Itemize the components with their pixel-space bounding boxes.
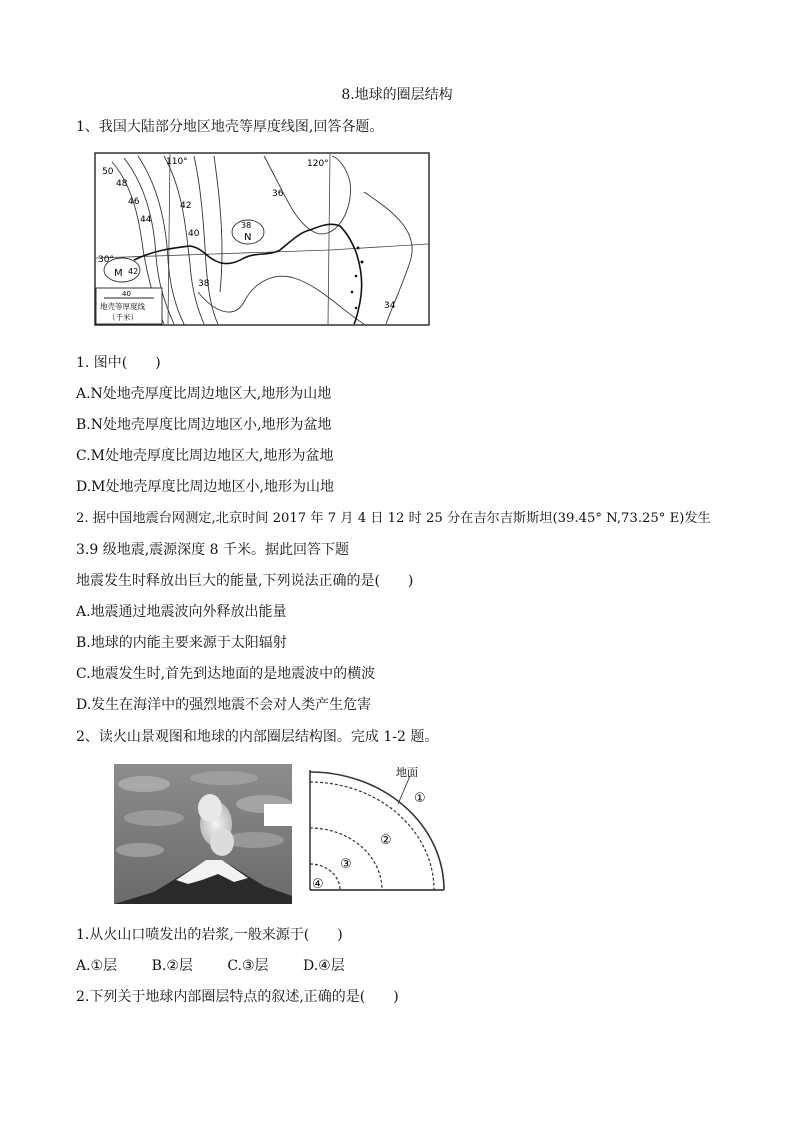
contour-label: 34	[384, 301, 396, 311]
layer-2-label: ②	[380, 833, 392, 848]
legend-value: 40	[122, 290, 131, 298]
option-2-1-a: A.①层	[76, 958, 118, 974]
crust-thickness-map	[94, 152, 430, 326]
contour-label: 42	[128, 267, 139, 276]
point-m-label: M	[114, 268, 123, 279]
latitude-label-30: 30°	[98, 255, 114, 265]
option-1-1-c: C.M处地壳厚度比周边地区大,地形为盆地	[76, 448, 334, 464]
contour-label: 44	[140, 215, 152, 225]
contour-label: 48	[116, 179, 128, 189]
legend-line-2: （千米）	[108, 313, 138, 322]
surface-label: 地面	[396, 766, 418, 779]
contour-label: 36	[272, 189, 284, 199]
figure-gap-box	[264, 804, 298, 826]
option-1-1-b: B.N处地壳厚度比周边地区小,地形为盆地	[76, 417, 332, 433]
question-2-1: 1.从火山口喷发出的岩浆,一般来源于( )	[76, 927, 343, 943]
question-1-2-line-1: 2. 据中国地震台网测定,北京时间 2017 年 7 月 4 日 12 时 25 分在吉尔吉斯斯坦(39.45° N,73.25° E)发生	[76, 511, 711, 526]
question-2-1-options	[76, 957, 375, 975]
page-title: 8.地球的圈层结构	[341, 87, 453, 103]
contour-label: 38	[241, 221, 252, 230]
contour-label: 46	[128, 197, 140, 207]
volcano-photo	[114, 764, 292, 904]
option-1-1-d: D.M处地壳厚度比周边地区小,地形为山地	[76, 479, 334, 495]
point-n-label: N	[244, 232, 252, 243]
contour-label: 42	[180, 201, 192, 211]
contour-label: 40	[188, 229, 200, 239]
contour-label: 38	[198, 279, 210, 289]
earth-layers-diagram	[302, 764, 454, 898]
question-1-1: 1. 图中( )	[76, 355, 161, 371]
question-2-intro: 2、读火山景观图和地球的内部圈层结构图。完成 1-2 题。	[76, 729, 439, 745]
question-1-2-stem: 地震发生时释放出巨大的能量,下列说法正确的是( )	[76, 573, 414, 589]
option-1-2-c: C.地震发生时,首先到达地面的是地震波中的横波	[76, 666, 376, 682]
question-1-2-line-2: 3.9 级地震,震源深度 8 千米。据此回答下题	[76, 542, 349, 558]
question-2-2: 2.下列关于地球内部圈层特点的叙述,正确的是( )	[76, 989, 399, 1005]
option-1-2-d: D.发生在海洋中的强烈地震不会对人类产生危害	[76, 697, 372, 713]
option-1-2-a: A.地震通过地震波向外释放出能量	[76, 604, 287, 620]
option-1-1-a: A.N处地壳厚度比周边地区大,地形为山地	[76, 386, 332, 402]
longitude-label-120: 120°	[307, 159, 329, 169]
option-2-1-c: C.③层	[227, 958, 269, 974]
layer-1-label: ①	[414, 791, 426, 806]
option-2-1-b: B.②层	[151, 958, 193, 974]
legend-line-1: 地壳等厚度线	[100, 302, 145, 311]
contour-label: 50	[102, 167, 114, 177]
layer-3-label: ③	[340, 857, 352, 872]
longitude-label-110: 110°	[166, 157, 188, 167]
layer-4-label: ④	[312, 877, 324, 892]
option-2-1-d: D.④层	[303, 958, 345, 974]
option-1-2-b: B.地球的内能主要来源于太阳辐射	[76, 635, 287, 651]
question-1-intro: 1、我国大陆部分地区地壳等厚度线图,回答各题。	[76, 119, 384, 135]
